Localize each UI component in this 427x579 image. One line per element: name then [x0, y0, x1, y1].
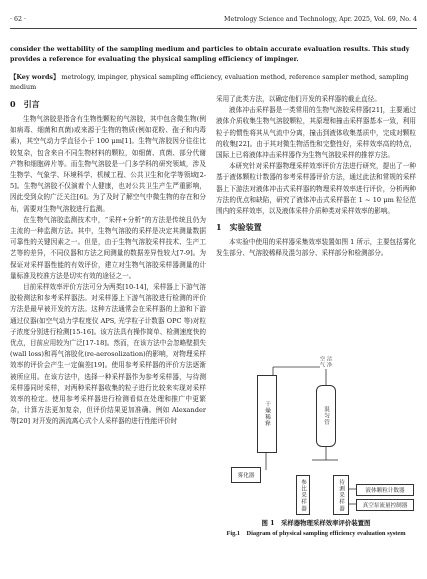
nebulizer: 雾化器 [231, 467, 261, 483]
liquid-particle-counter: 液体颗粒计数器 [356, 484, 414, 496]
abstract-continuation: consider the wettability of the sampling medium and particles to obtain accurate evaluation results. This study provides a reference for evaluating the physical sampling efficiency of impinger. [10, 45, 410, 63]
section-0-paragraph-2: 在生物气溶胶监测技术中，“采样+分析”的方法是传统且仍为主流的一种监测方法。其中，生物气溶胶的采样是决定其测量数据可靠性的关键因素之一。但是，由于生物气溶胶采样技术、生产工艺等的差异，不同仪器和方法之间测量的数据差异性较大[7-9]。为保证对采样器性能的有效评价，建立对生物气溶胶采样器测量的计量标准及校准方法是切实有效的途径之一。 [10, 215, 206, 280]
mixing-tube: 混匀管 [316, 385, 336, 447]
dilution-dryer: 干燥稀释 [257, 375, 277, 453]
header-rule [10, 28, 417, 29]
section-0-paragraph-1: 生物气溶胶是指含有生物性颗粒的气溶胶，其中包含微生物(例如病毒、细菌和真菌)或来源于生物的物质(例如花粉、孢子和内毒素)，其空气动力学直径小于 100 μm[1]。生物气溶胶因分往往比较复杂，包含来自不同生物材料的颗粒，如细菌、真菌、部分代谢产物和细胞碎片等。而生物气溶胶是一门多学科的研究领域，涉及生物学、气象学、环境科学、机械工程、公共卫生和化学等领域[2-5]。生物气溶胶不仅演着个人健康，也对公共卫生产生严重影响，因此受到众的广泛关注[6]。为了及时了解空气中微生物的存在和分布，需要对生物气溶胶进行监测。 [10, 115, 206, 213]
running-header [10, 16, 417, 28]
vacuum-flow-controller: 真空泵流量控制器 [356, 499, 414, 511]
right-paragraph-2: 液体冲击采样器是一类常用的生物气溶胶采样器[21]，主要通过液体介质收集生物气溶胶颗粒，其原理和撞击采样器基本一致，利用粒子的惯性将其从气流中分离，撞击到液体收集基质中，完成对颗粒的收集[22]。由于其对微生物活性和完整性好，采样效率高的特点，国际上已将液体冲击采样器作为生物气溶胶采样的推荐方法。 [216, 106, 416, 160]
keywords-label: 【Key words】 [10, 73, 60, 81]
keywords-text: metrology, impinger, physical sampling efficiency, evaluation method, reference sampler method, sampling medium [10, 73, 409, 91]
page-number: · 62 · [10, 16, 27, 23]
section-1-title: 1 实验装置 [216, 222, 262, 233]
clean-air-inlet: 洁净空气 [319, 356, 332, 368]
section-0-title: 0 引言 [10, 99, 40, 109]
left-column [10, 94, 206, 428]
keywords [10, 72, 417, 92]
section-1-paragraph: 本实验中使用的采样器采集效率装置如图 1 所示，主要包括雾化发生部分、气溶胶稀释及混匀部分、采样部分和检测部分。 [216, 238, 416, 258]
figure-caption-cn: 图 1 采样器物理采样效率评价装置图 [261, 519, 371, 527]
right-paragraph-3: 本研究针对采样器物理采样效率评价方法进行研究，提出了一种基于液体颗粒计数器的参考采样器评价方法，通过此法和常规的采样器上下游法对液体冲击式采样器的物理采样效率进行评价，分析两种方法的优点和缺陷，研究了液体冲击式采样器在 1 ~ 10 μm 粒径范围内的采样效率，以及液体采样介质种类对采样效率的影响。 [216, 162, 416, 216]
section-0-paragraph-3: 目前采样效率评价方法可分为两类[10-14]，采样器上下游气溶胶检测法和参考采样器法。对采样器上下游气溶胶进行检测的评价方法是最早被开发的方法。这种方法通常会在采样器的上游和下游通过仪器(如空气动力学粒度仪 APS, 光学粒子计数器 OPC 等)对粒子浓度分别进行检测[15-16]。该方法具有操作简单、检测速度快的优点，目前应用较为广泛[17-18]。然而，在该方法中会忽略壁损失(wall loss)和再气溶胶化(re-aerosolization)的影响，对物理采样效率的评价会产生一定偏差[19]。使用参考采样器的评价方法逐渐被所应用。在该方法中，选择一种采样器作为参考采样器，与待测采样器同时采样，对两种采样器收集的粒子进行比较来实现对采样效率的检定。使用参考采样器进行检测看似在处理和推广中更繁杂，计算方法更加复杂，但评价结果更加准确。例如 Alexander 等[20] 对开发的涡流离心式个人采样器的进行性能评价时 [10, 283, 206, 426]
reference-sampler: 参比采样器 [296, 475, 310, 515]
journal-info: Metrology Science and Technology, Apr. 2025, Vol. 69, No. 4 [224, 16, 417, 23]
right-column [216, 94, 416, 260]
figure-caption-en: Fig.1 Diagram of physical sampling efficiency evaluation system [226, 530, 406, 537]
sampled-impinger: 待测采样器 [333, 475, 349, 515]
figure-1 [216, 355, 416, 515]
right-paragraph-1: 采用了此类方法，以确定他们开发的采样器的截止直径。 [216, 95, 381, 103]
